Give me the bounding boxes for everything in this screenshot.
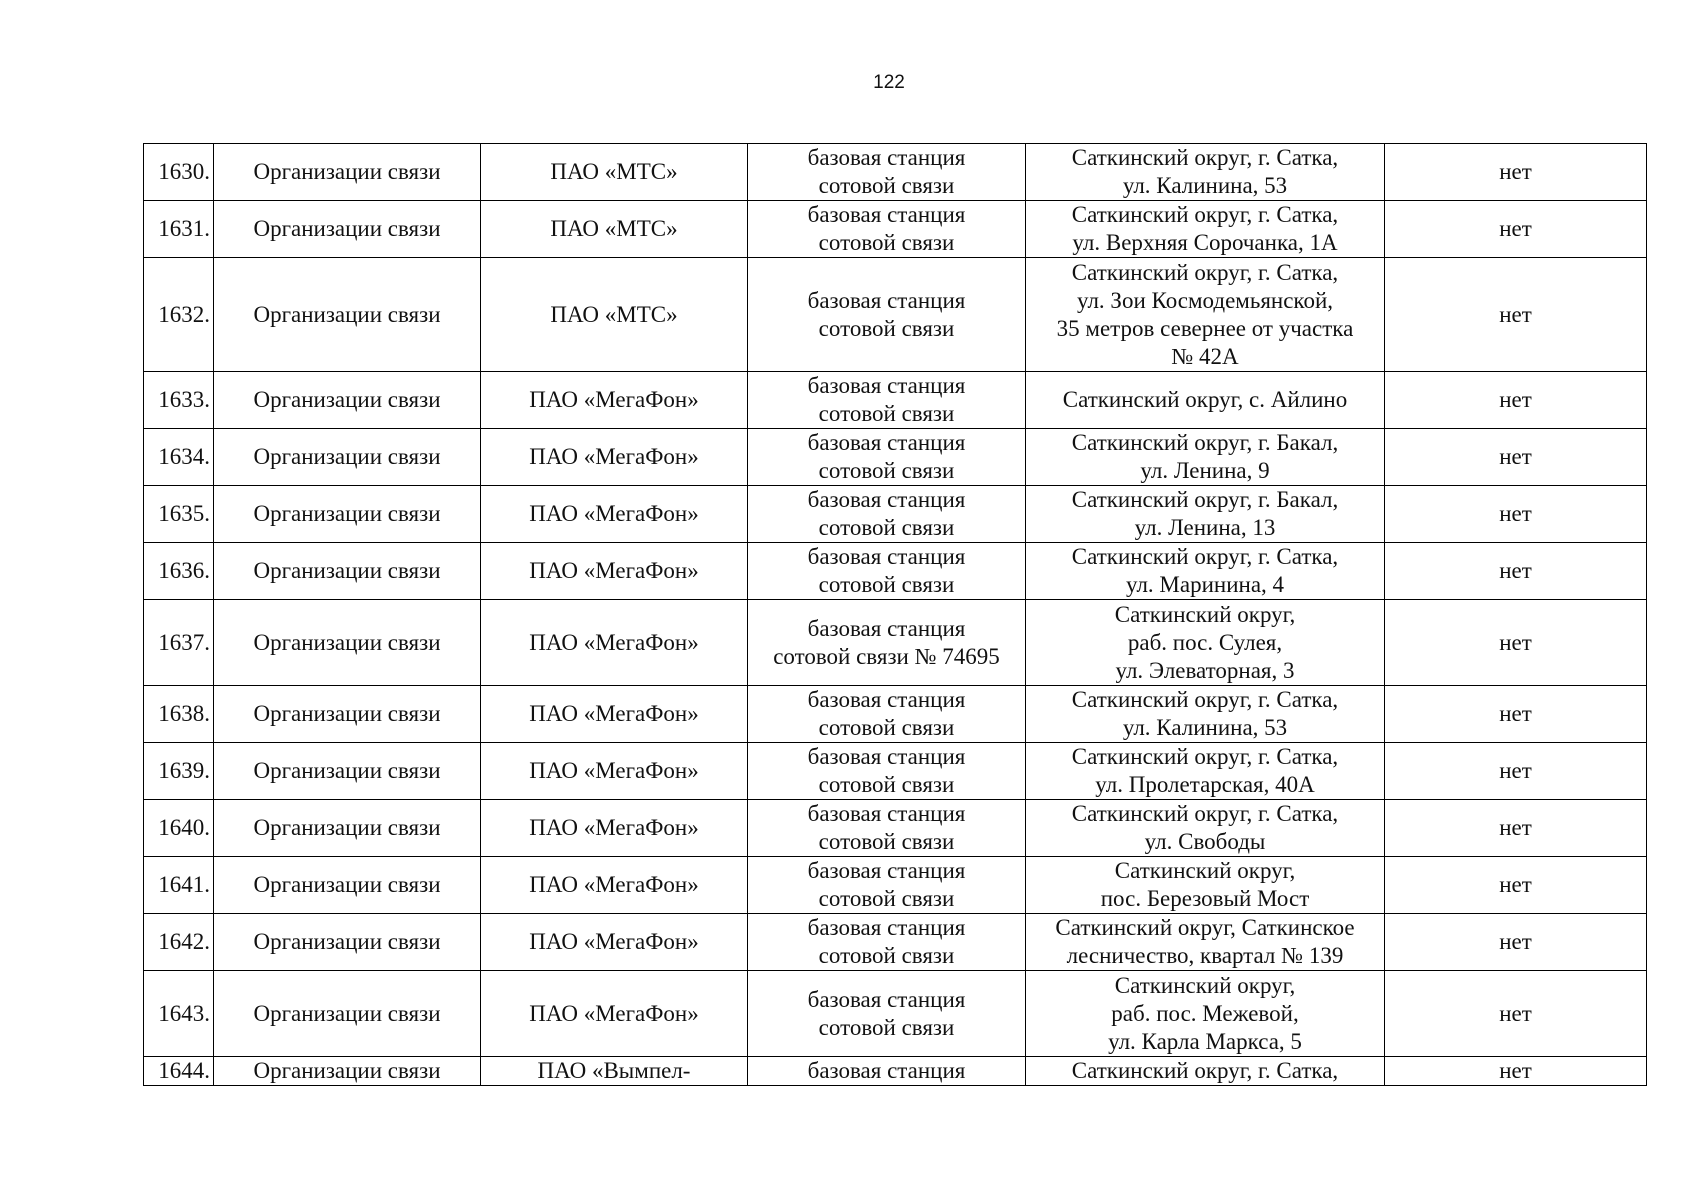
operator-cell: ПАО «МегаФон» [481, 372, 748, 429]
operator-cell: ПАО «МегаФон» [481, 971, 748, 1057]
flag-cell: нет [1385, 914, 1647, 971]
flag-cell: нет [1385, 743, 1647, 800]
operator-cell: ПАО «МегаФон» [481, 543, 748, 600]
operator-cell: ПАО «МегаФон» [481, 914, 748, 971]
flag-cell: нет [1385, 486, 1647, 543]
operator-cell: ПАО «МегаФон» [481, 429, 748, 486]
row-number: 1641. [144, 857, 214, 914]
operator-cell: ПАО «МегаФон» [481, 686, 748, 743]
category-cell: Организации связи [214, 486, 481, 543]
object-cell: базовая станция сотовой связи [748, 372, 1026, 429]
flag-cell: нет [1385, 543, 1647, 600]
table-row [144, 800, 1647, 857]
flag-cell: нет [1385, 686, 1647, 743]
operator-cell: ПАО «МегаФон» [481, 486, 748, 543]
address-cell: Саткинский округ, г. Сатка, [1026, 1057, 1385, 1086]
object-cell: базовая станция сотовой связи [748, 486, 1026, 543]
page-number: 122 [873, 72, 905, 93]
address-cell: Саткинский округ, г. Сатка, ул. Калинина, 53 [1026, 686, 1385, 743]
category-cell: Организации связи [214, 258, 481, 372]
row-number: 1635. [144, 486, 214, 543]
object-cell: базовая станция сотовой связи [748, 971, 1026, 1057]
category-cell: Организации связи [214, 600, 481, 686]
table-row [144, 971, 1647, 1057]
category-cell: Организации связи [214, 372, 481, 429]
object-cell: базовая станция сотовой связи [748, 800, 1026, 857]
flag-cell: нет [1385, 144, 1647, 201]
address-cell: Саткинский округ, раб. пос. Сулея, ул. Элеваторная, 3 [1026, 600, 1385, 686]
object-cell: базовая станция сотовой связи [748, 857, 1026, 914]
table-row [144, 258, 1647, 372]
row-number: 1638. [144, 686, 214, 743]
object-cell: базовая станция сотовой связи [748, 429, 1026, 486]
category-cell: Организации связи [214, 857, 481, 914]
category-cell: Организации связи [214, 971, 481, 1057]
category-cell: Организации связи [214, 914, 481, 971]
address-cell: Саткинский округ, г. Сатка, ул. Маринина, 4 [1026, 543, 1385, 600]
object-cell: базовая станция сотовой связи [748, 914, 1026, 971]
object-cell: базовая станция сотовой связи [748, 543, 1026, 600]
row-number: 1640. [144, 800, 214, 857]
address-cell: Саткинский округ, г. Сатка, ул. Верхняя Сорочанка, 1А [1026, 201, 1385, 258]
table-row [144, 486, 1647, 543]
row-number: 1642. [144, 914, 214, 971]
row-number: 1639. [144, 743, 214, 800]
category-cell: Организации связи [214, 1057, 481, 1086]
operator-cell: ПАО «МТС» [481, 144, 748, 201]
flag-cell: нет [1385, 600, 1647, 686]
table-row [144, 914, 1647, 971]
object-cell: базовая станция сотовой связи [748, 258, 1026, 372]
flag-cell: нет [1385, 800, 1647, 857]
row-number: 1644. [144, 1057, 214, 1086]
address-cell: Саткинский округ, г. Сатка, ул. Пролетарская, 40А [1026, 743, 1385, 800]
table-row [144, 372, 1647, 429]
table-row [144, 144, 1647, 201]
object-cell: базовая станция [748, 1057, 1026, 1086]
table-row [144, 743, 1647, 800]
table-row [144, 201, 1647, 258]
address-cell: Саткинский округ, пос. Березовый Мост [1026, 857, 1385, 914]
operator-cell: ПАО «Вымпел- [481, 1057, 748, 1086]
object-cell: базовая станция сотовой связи [748, 201, 1026, 258]
category-cell: Организации связи [214, 201, 481, 258]
address-cell: Саткинский округ, с. Айлино [1026, 372, 1385, 429]
category-cell: Организации связи [214, 800, 481, 857]
registry-table [143, 143, 1647, 1086]
flag-cell: нет [1385, 201, 1647, 258]
operator-cell: ПАО «МегаФон» [481, 857, 748, 914]
address-cell: Саткинский округ, г. Бакал, ул. Ленина, 13 [1026, 486, 1385, 543]
operator-cell: ПАО «МегаФон» [481, 600, 748, 686]
flag-cell: нет [1385, 429, 1647, 486]
row-number: 1631. [144, 201, 214, 258]
object-cell: базовая станция сотовой связи [748, 686, 1026, 743]
table-row [144, 600, 1647, 686]
table-row [144, 1057, 1647, 1086]
object-cell: базовая станция сотовой связи [748, 743, 1026, 800]
operator-cell: ПАО «МТС» [481, 258, 748, 372]
flag-cell: нет [1385, 971, 1647, 1057]
flag-cell: нет [1385, 372, 1647, 429]
category-cell: Организации связи [214, 429, 481, 486]
row-number: 1634. [144, 429, 214, 486]
table-row [144, 429, 1647, 486]
flag-cell: нет [1385, 857, 1647, 914]
address-cell: Саткинский округ, раб. пос. Межевой, ул. Карла Маркса, 5 [1026, 971, 1385, 1057]
object-cell: базовая станция сотовой связи № 74695 [748, 600, 1026, 686]
address-cell: Саткинский округ, г. Сатка, ул. Зои Космодемьянской, 35 метров севернее от участка № 42А [1026, 258, 1385, 372]
row-number: 1633. [144, 372, 214, 429]
category-cell: Организации связи [214, 144, 481, 201]
address-cell: Саткинский округ, г. Сатка, ул. Калинина, 53 [1026, 144, 1385, 201]
table-row [144, 686, 1647, 743]
flag-cell: нет [1385, 1057, 1647, 1086]
operator-cell: ПАО «МегаФон» [481, 743, 748, 800]
address-cell: Саткинский округ, г. Сатка, ул. Свободы [1026, 800, 1385, 857]
category-cell: Организации связи [214, 686, 481, 743]
address-cell: Саткинский округ, г. Бакал, ул. Ленина, 9 [1026, 429, 1385, 486]
category-cell: Организации связи [214, 743, 481, 800]
row-number: 1637. [144, 600, 214, 686]
row-number: 1632. [144, 258, 214, 372]
row-number: 1636. [144, 543, 214, 600]
row-number: 1643. [144, 971, 214, 1057]
object-cell: базовая станция сотовой связи [748, 144, 1026, 201]
flag-cell: нет [1385, 258, 1647, 372]
table-row [144, 543, 1647, 600]
operator-cell: ПАО «МегаФон» [481, 800, 748, 857]
table-row [144, 857, 1647, 914]
operator-cell: ПАО «МТС» [481, 201, 748, 258]
address-cell: Саткинский округ, Саткинское лесничество, квартал № 139 [1026, 914, 1385, 971]
category-cell: Организации связи [214, 543, 481, 600]
row-number: 1630. [144, 144, 214, 201]
